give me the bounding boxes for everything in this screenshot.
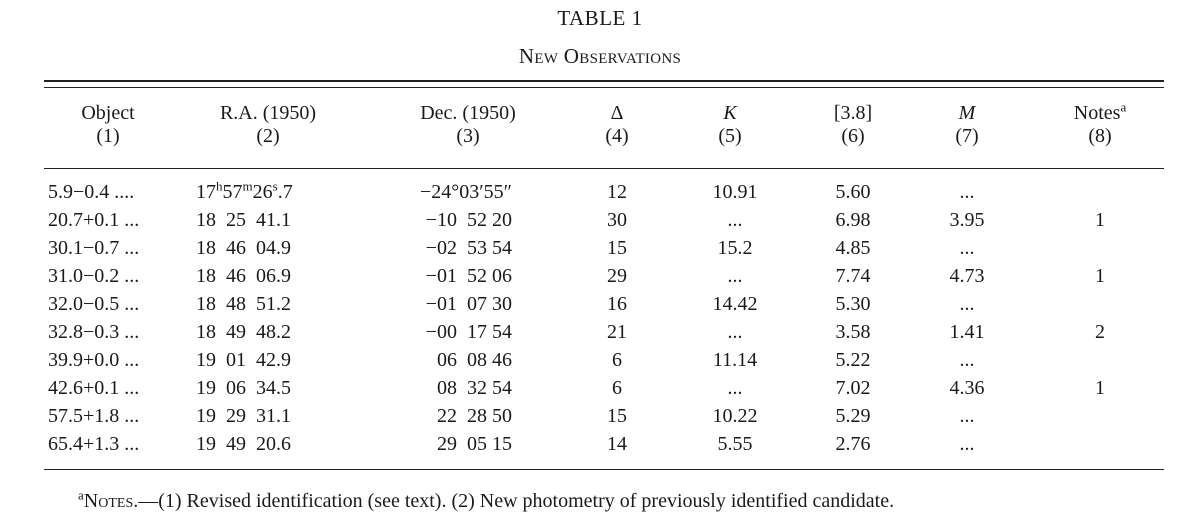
column-header-label: Dec. (1950)	[420, 102, 516, 124]
l38-cell: 5.29	[835, 405, 871, 427]
column-header-number: (2)	[256, 125, 280, 147]
dec-cell: 22 28 50	[437, 405, 512, 427]
delta-cell: 14	[607, 433, 627, 455]
k-cell: ...	[727, 209, 743, 231]
column-header-number: (5)	[718, 125, 742, 147]
dec-cell: 29 05 15	[437, 433, 512, 455]
object-cell: 65.4+1.3 ...	[48, 433, 140, 455]
footnote-label: Notes.	[83, 490, 139, 512]
ra-cell: 18 49 48.2	[196, 321, 291, 343]
object-cell: 5.9−0.4 ....	[48, 181, 135, 203]
column-header	[388, 102, 548, 148]
object-cell: 32.0−0.5 ...	[48, 293, 140, 315]
ra-cell: 19 29 31.1	[196, 405, 291, 427]
dec-cell: −00 17 54	[425, 321, 512, 343]
dec-cell: −01 52 06	[425, 265, 512, 287]
notes-cell: 2	[1095, 321, 1105, 343]
delta-cell: 6	[612, 349, 622, 371]
column-header-label: Δ	[610, 102, 624, 124]
column-header	[188, 102, 348, 148]
column-header-label: Notes	[1073, 102, 1121, 124]
ra-part: .7	[277, 181, 293, 203]
ra-cell: 18 25 41.1	[196, 209, 291, 231]
m-cell: ...	[959, 237, 975, 259]
m-cell: 4.36	[949, 377, 985, 399]
delta-cell: 16	[607, 293, 627, 315]
k-cell: 10.22	[712, 405, 758, 427]
l38-cell: 5.30	[835, 293, 871, 315]
m-cell: 4.73	[949, 265, 985, 287]
delta-cell: 6	[612, 377, 622, 399]
object-cell: 32.8−0.3 ...	[48, 321, 140, 343]
dec-cell: 06 08 46	[437, 349, 512, 371]
dec-cell: −01 07 30	[425, 293, 512, 315]
m-cell: ...	[959, 293, 975, 315]
ra-cell	[196, 178, 293, 204]
column-header-label: Object	[81, 102, 135, 124]
l38-cell: 4.85	[835, 237, 871, 259]
column-header-label: K	[723, 102, 737, 124]
column-header-number: (8)	[1088, 125, 1112, 147]
notes-cell: 1	[1095, 265, 1105, 287]
ra-cell: 19 49 20.6	[196, 433, 291, 455]
k-cell: 15.2	[717, 237, 753, 259]
k-cell: 11.14	[712, 349, 758, 371]
delta-cell: 15	[607, 237, 627, 259]
column-header	[28, 102, 188, 148]
ra-part: 26	[252, 181, 273, 203]
delta-cell: 15	[607, 405, 627, 427]
column-header-number: (1)	[96, 125, 120, 147]
m-cell: ...	[959, 433, 975, 455]
footnote	[78, 487, 895, 513]
object-cell: 42.6+0.1 ...	[48, 377, 140, 399]
footnote-text: —(1) Revised identification (see text). (2) New photometry of previously identified candidate.	[138, 490, 895, 512]
dec-cell: −10 52 20	[425, 209, 512, 231]
m-cell: ...	[959, 405, 975, 427]
l38-cell: 7.74	[835, 265, 871, 287]
object-cell: 57.5+1.8 ...	[48, 405, 140, 427]
k-cell: 10.91	[712, 181, 758, 203]
ra-cell: 19 06 34.5	[196, 377, 291, 399]
column-header-number: (4)	[605, 125, 629, 147]
table-label: TABLE 1	[557, 6, 643, 30]
column-header-label: M	[958, 102, 976, 124]
column-header-footnote-marker: a	[1120, 99, 1127, 115]
l38-cell: 5.22	[835, 349, 871, 371]
ra-part: h	[216, 178, 223, 194]
notes-cell: 1	[1095, 377, 1105, 399]
ra-part: m	[242, 178, 253, 194]
ra-part: s	[272, 178, 278, 194]
object-cell: 20.7+0.1 ...	[48, 209, 140, 231]
ra-cell: 19 01 42.9	[196, 349, 291, 371]
dec-cell: 08 32 54	[437, 377, 512, 399]
column-header-label: [3.8]	[833, 102, 873, 124]
delta-cell: 30	[607, 209, 627, 231]
header-rule	[44, 168, 1164, 169]
notes-cell: 1	[1095, 209, 1105, 231]
ra-cell: 18 48 51.2	[196, 293, 291, 315]
bottom-rule	[44, 469, 1164, 470]
table-caption: New Observations	[518, 44, 682, 68]
object-cell: 30.1−0.7 ...	[48, 237, 140, 259]
dec-cell: −02 53 54	[425, 237, 512, 259]
dec-cell: −24°03′55″	[420, 181, 512, 203]
column-header	[1020, 99, 1180, 148]
l38-cell: 6.98	[835, 209, 871, 231]
top-double-rule-2	[44, 87, 1164, 88]
k-cell: ...	[727, 265, 743, 287]
delta-cell: 21	[607, 321, 627, 343]
top-double-rule-1	[44, 80, 1164, 82]
m-cell: 1.41	[949, 321, 985, 343]
m-cell: ...	[959, 181, 975, 203]
column-header-number: (6)	[841, 125, 865, 147]
k-cell: ...	[727, 321, 743, 343]
footnote-marker: a	[78, 487, 84, 503]
column-header-number: (3)	[456, 125, 480, 147]
l38-cell: 2.76	[835, 433, 871, 455]
column-header-label: R.A. (1950)	[219, 102, 317, 124]
l38-cell: 5.60	[835, 181, 871, 203]
ra-cell: 18 46 04.9	[196, 237, 291, 259]
l38-cell: 7.02	[835, 377, 871, 399]
k-cell: ...	[727, 377, 743, 399]
k-cell: 5.55	[717, 433, 753, 455]
delta-cell: 12	[607, 181, 627, 203]
m-cell: 3.95	[949, 209, 985, 231]
l38-cell: 3.58	[835, 321, 871, 343]
m-cell: ...	[959, 349, 975, 371]
k-cell: 14.42	[712, 293, 758, 315]
object-cell: 39.9+0.0 ...	[48, 349, 140, 371]
ra-part: 57	[222, 181, 243, 203]
ra-part: 17	[196, 181, 216, 203]
object-cell: 31.0−0.2 ...	[48, 265, 140, 287]
ra-cell: 18 46 06.9	[196, 265, 291, 287]
column-header-number: (7)	[955, 125, 979, 147]
delta-cell: 29	[607, 265, 627, 287]
